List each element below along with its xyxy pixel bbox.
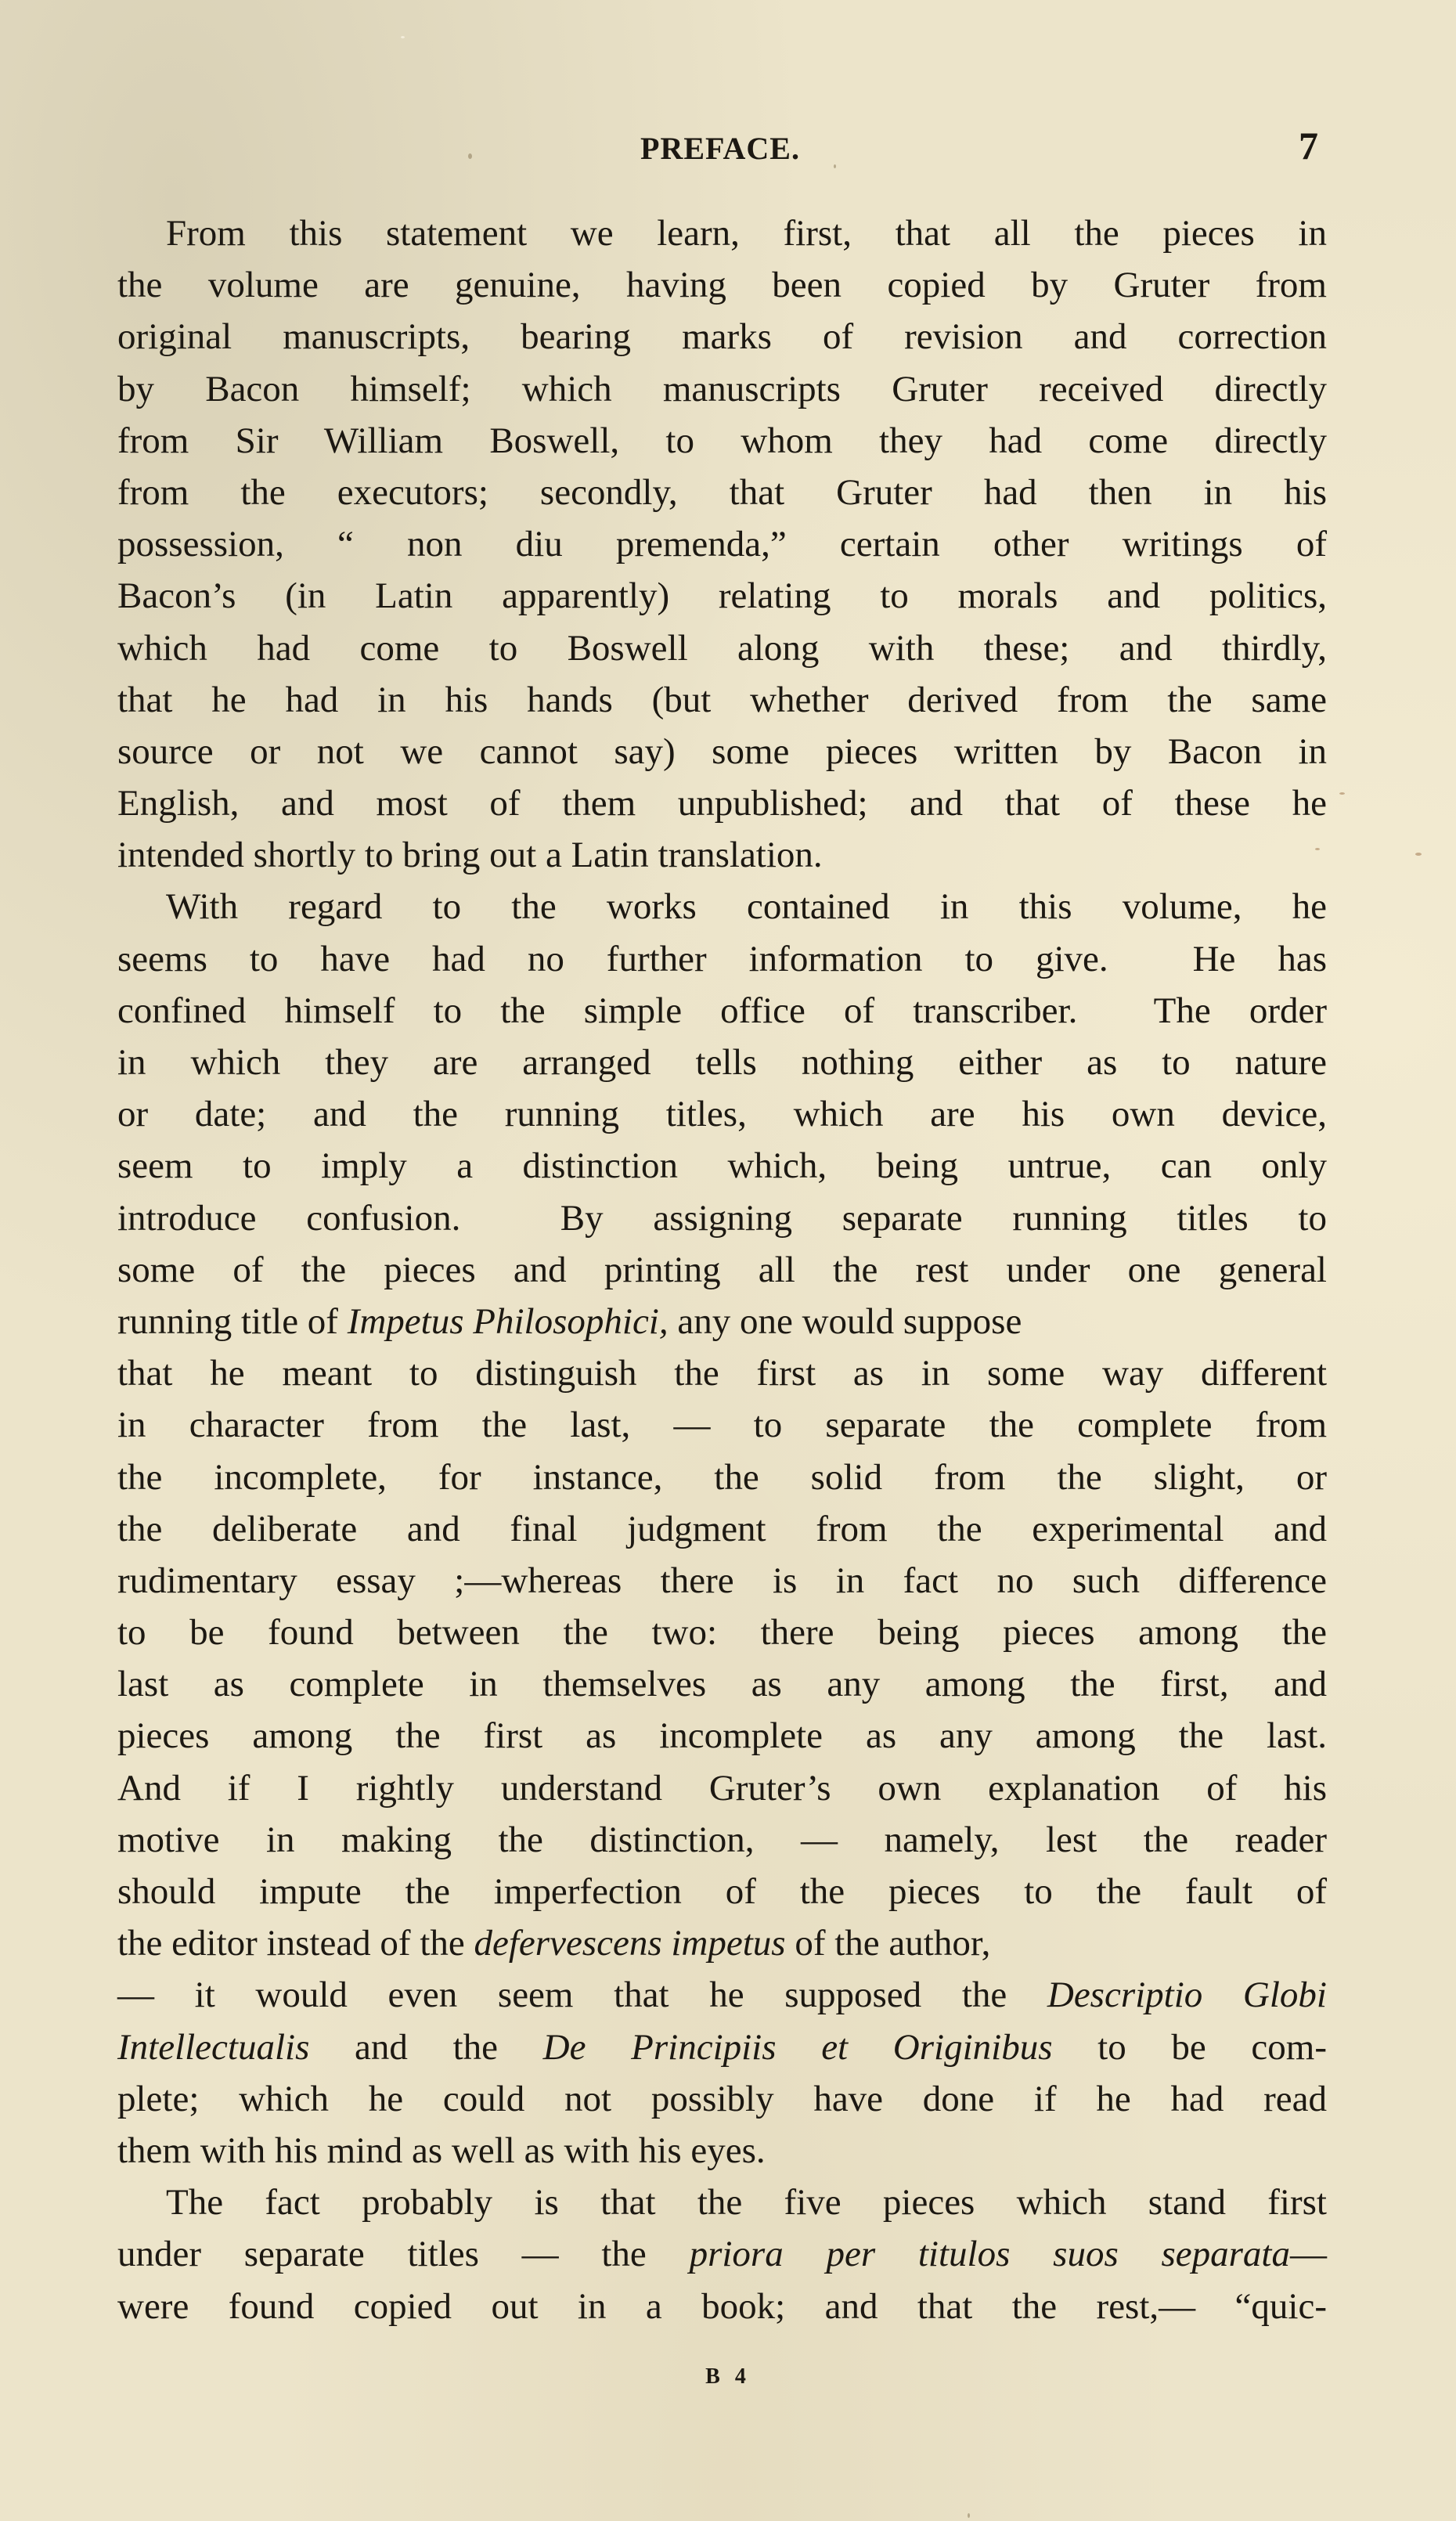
text-line	[117, 1244, 1327, 1296]
text-run: under separate titles — the	[117, 2234, 690, 2275]
text-line	[117, 1192, 1327, 1244]
text-run: and the	[309, 2026, 543, 2068]
text-line	[117, 1607, 1327, 1658]
text-run: — it would even seem that he supposed the	[117, 1975, 1047, 2016]
text-line	[117, 1555, 1327, 1607]
text-run: original manuscripts, bearing marks of revision and correction	[117, 316, 1327, 358]
signature-mark: B 4	[705, 2364, 751, 2389]
text-run: plete; which he could not possibly have done if he had read	[117, 2078, 1327, 2119]
paper-speck	[968, 2513, 970, 2518]
page-number: 7	[1299, 124, 1318, 168]
text-run: to be found between the two: there being pieces among the	[117, 1612, 1327, 1654]
text-run: —	[1290, 2234, 1327, 2275]
paper-speck	[468, 153, 472, 159]
text-line	[117, 1503, 1327, 1555]
text-run: And if I rightly understand Gruter’s own explanation of his	[117, 1767, 1327, 1809]
paper-speck	[1415, 853, 1422, 856]
text-run: running title of	[117, 1300, 348, 1342]
text-line	[117, 726, 1327, 777]
text-line	[117, 1452, 1327, 1503]
italic-phrase: Descriptio Globi	[1047, 1975, 1327, 2016]
text-run: the deliberate and final judgment from the experimental and	[117, 1508, 1327, 1549]
text-line	[117, 1917, 1327, 1969]
text-line	[117, 311, 1327, 362]
text-run: them with his mind as well as with his eyes.	[117, 2130, 766, 2171]
text-line	[117, 2125, 1327, 2177]
text-line	[117, 2177, 1327, 2228]
text-run: confined himself to the simple office of transcriber. The order	[117, 990, 1327, 1031]
text-line	[117, 622, 1327, 674]
text-run: English, and most of them unpublished; and that of these he	[117, 783, 1327, 824]
text-run: from the executors; secondly, that Gruter had then in his	[117, 471, 1327, 513]
text-run: were found copied out in a book; and that the rest,— “quic-	[117, 2285, 1327, 2327]
text-line	[117, 2281, 1327, 2332]
text-run: any one would suppose	[668, 1300, 1022, 1342]
text-line	[117, 1399, 1327, 1451]
text-run: last as complete in themselves as any among the first, and	[117, 1664, 1327, 1705]
text-line	[117, 1762, 1327, 1814]
body-text	[117, 207, 1327, 2332]
text-line	[117, 829, 1327, 881]
text-line	[117, 1037, 1327, 1088]
text-run: the editor instead of the	[117, 1923, 474, 1964]
text-run: pieces among the first as incomplete as any among the last.	[117, 1715, 1327, 1757]
text-run: the incomplete, for instance, the solid from the slight, or	[117, 1456, 1327, 1498]
text-run: seems to have had no further information to give. He has	[117, 938, 1327, 979]
text-run: from Sir William Boswell, to whom they had come directly	[117, 420, 1327, 461]
text-run: of the author,	[785, 1923, 991, 1964]
text-line	[117, 1347, 1327, 1399]
text-run: With regard to the works contained in this volume, he	[166, 886, 1327, 928]
text-run: in which they are arranged tells nothing either as to nature	[117, 1042, 1327, 1083]
text-line	[117, 570, 1327, 622]
text-line	[117, 985, 1327, 1037]
text-line	[117, 1866, 1327, 1917]
text-line	[117, 467, 1327, 518]
text-run: motive in making the distinction, — namely, lest the reader	[117, 1819, 1327, 1860]
text-run: rudimentary essay ;—whereas there is in fact no such difference	[117, 1560, 1327, 1601]
text-line	[117, 674, 1327, 726]
paper-speck	[1339, 792, 1345, 795]
text-line	[117, 881, 1327, 932]
text-line	[117, 777, 1327, 829]
text-line	[117, 1296, 1327, 1347]
text-run: introduce confusion. By assigning separate running titles to	[117, 1197, 1327, 1239]
italic-phrase: Impetus Philosophici,	[347, 1300, 669, 1342]
text-run: possession, “ non diu premenda,” certain other writings of	[117, 524, 1327, 565]
text-run: some of the pieces and printing all the rest under one general	[117, 1249, 1327, 1290]
text-line	[117, 1814, 1327, 1866]
text-run: seem to imply a distinction which, being untrue, can only	[117, 1145, 1327, 1187]
text-line	[117, 1710, 1327, 1762]
text-run: in character from the last, — to separate the complete from	[117, 1405, 1327, 1446]
text-line	[117, 1969, 1327, 2021]
text-line	[117, 415, 1327, 467]
text-run: that he meant to distinguish the first as in some way different	[117, 1353, 1327, 1394]
text-line	[117, 363, 1327, 415]
text-line	[117, 1088, 1327, 1140]
text-run: The fact probably is that the five pieces which stand first	[166, 2182, 1327, 2223]
italic-phrase: defervescens impetus	[474, 1923, 786, 1964]
text-run: by Bacon himself; which manuscripts Gruter received directly	[117, 368, 1327, 409]
text-run: should impute the imperfection of the pieces to the fault of	[117, 1871, 1327, 1912]
italic-phrase: De Principiis et Originibus	[542, 2026, 1053, 2068]
text-line	[117, 518, 1327, 570]
text-run: intended shortly to bring out a Latin translation.	[117, 835, 823, 876]
paper-speck	[834, 164, 836, 168]
text-line	[117, 1140, 1327, 1192]
paper-speck	[1315, 848, 1320, 850]
text-line	[117, 2021, 1327, 2073]
text-run: that he had in his hands (but whether derived from the same	[117, 679, 1327, 720]
text-line	[117, 207, 1327, 259]
text-line	[117, 1658, 1327, 1710]
text-run: to be com-	[1052, 2026, 1327, 2068]
text-run: Bacon’s (in Latin apparently) relating to morals and politics,	[117, 575, 1327, 617]
text-line	[117, 933, 1327, 985]
text-run: which had come to Boswell along with these; and thirdly,	[117, 627, 1327, 669]
text-run: source or not we cannot say) some pieces written by Bacon in	[117, 730, 1327, 772]
text-run: the volume are genuine, having been copied by Gruter from	[117, 265, 1327, 306]
text-run: From this statement we learn, first, that all the pieces in	[166, 213, 1327, 254]
running-head	[117, 125, 1323, 172]
running-title: PREFACE.	[640, 131, 800, 166]
italic-phrase: Intellectualis	[117, 2026, 310, 2068]
italic-phrase: priora per titulos suos separata	[689, 2234, 1290, 2275]
paper-speck	[401, 36, 405, 38]
text-line	[117, 259, 1327, 311]
text-line	[117, 2228, 1327, 2280]
text-run: or date; and the running titles, which are his own device,	[117, 1094, 1327, 1135]
text-line	[117, 2073, 1327, 2125]
